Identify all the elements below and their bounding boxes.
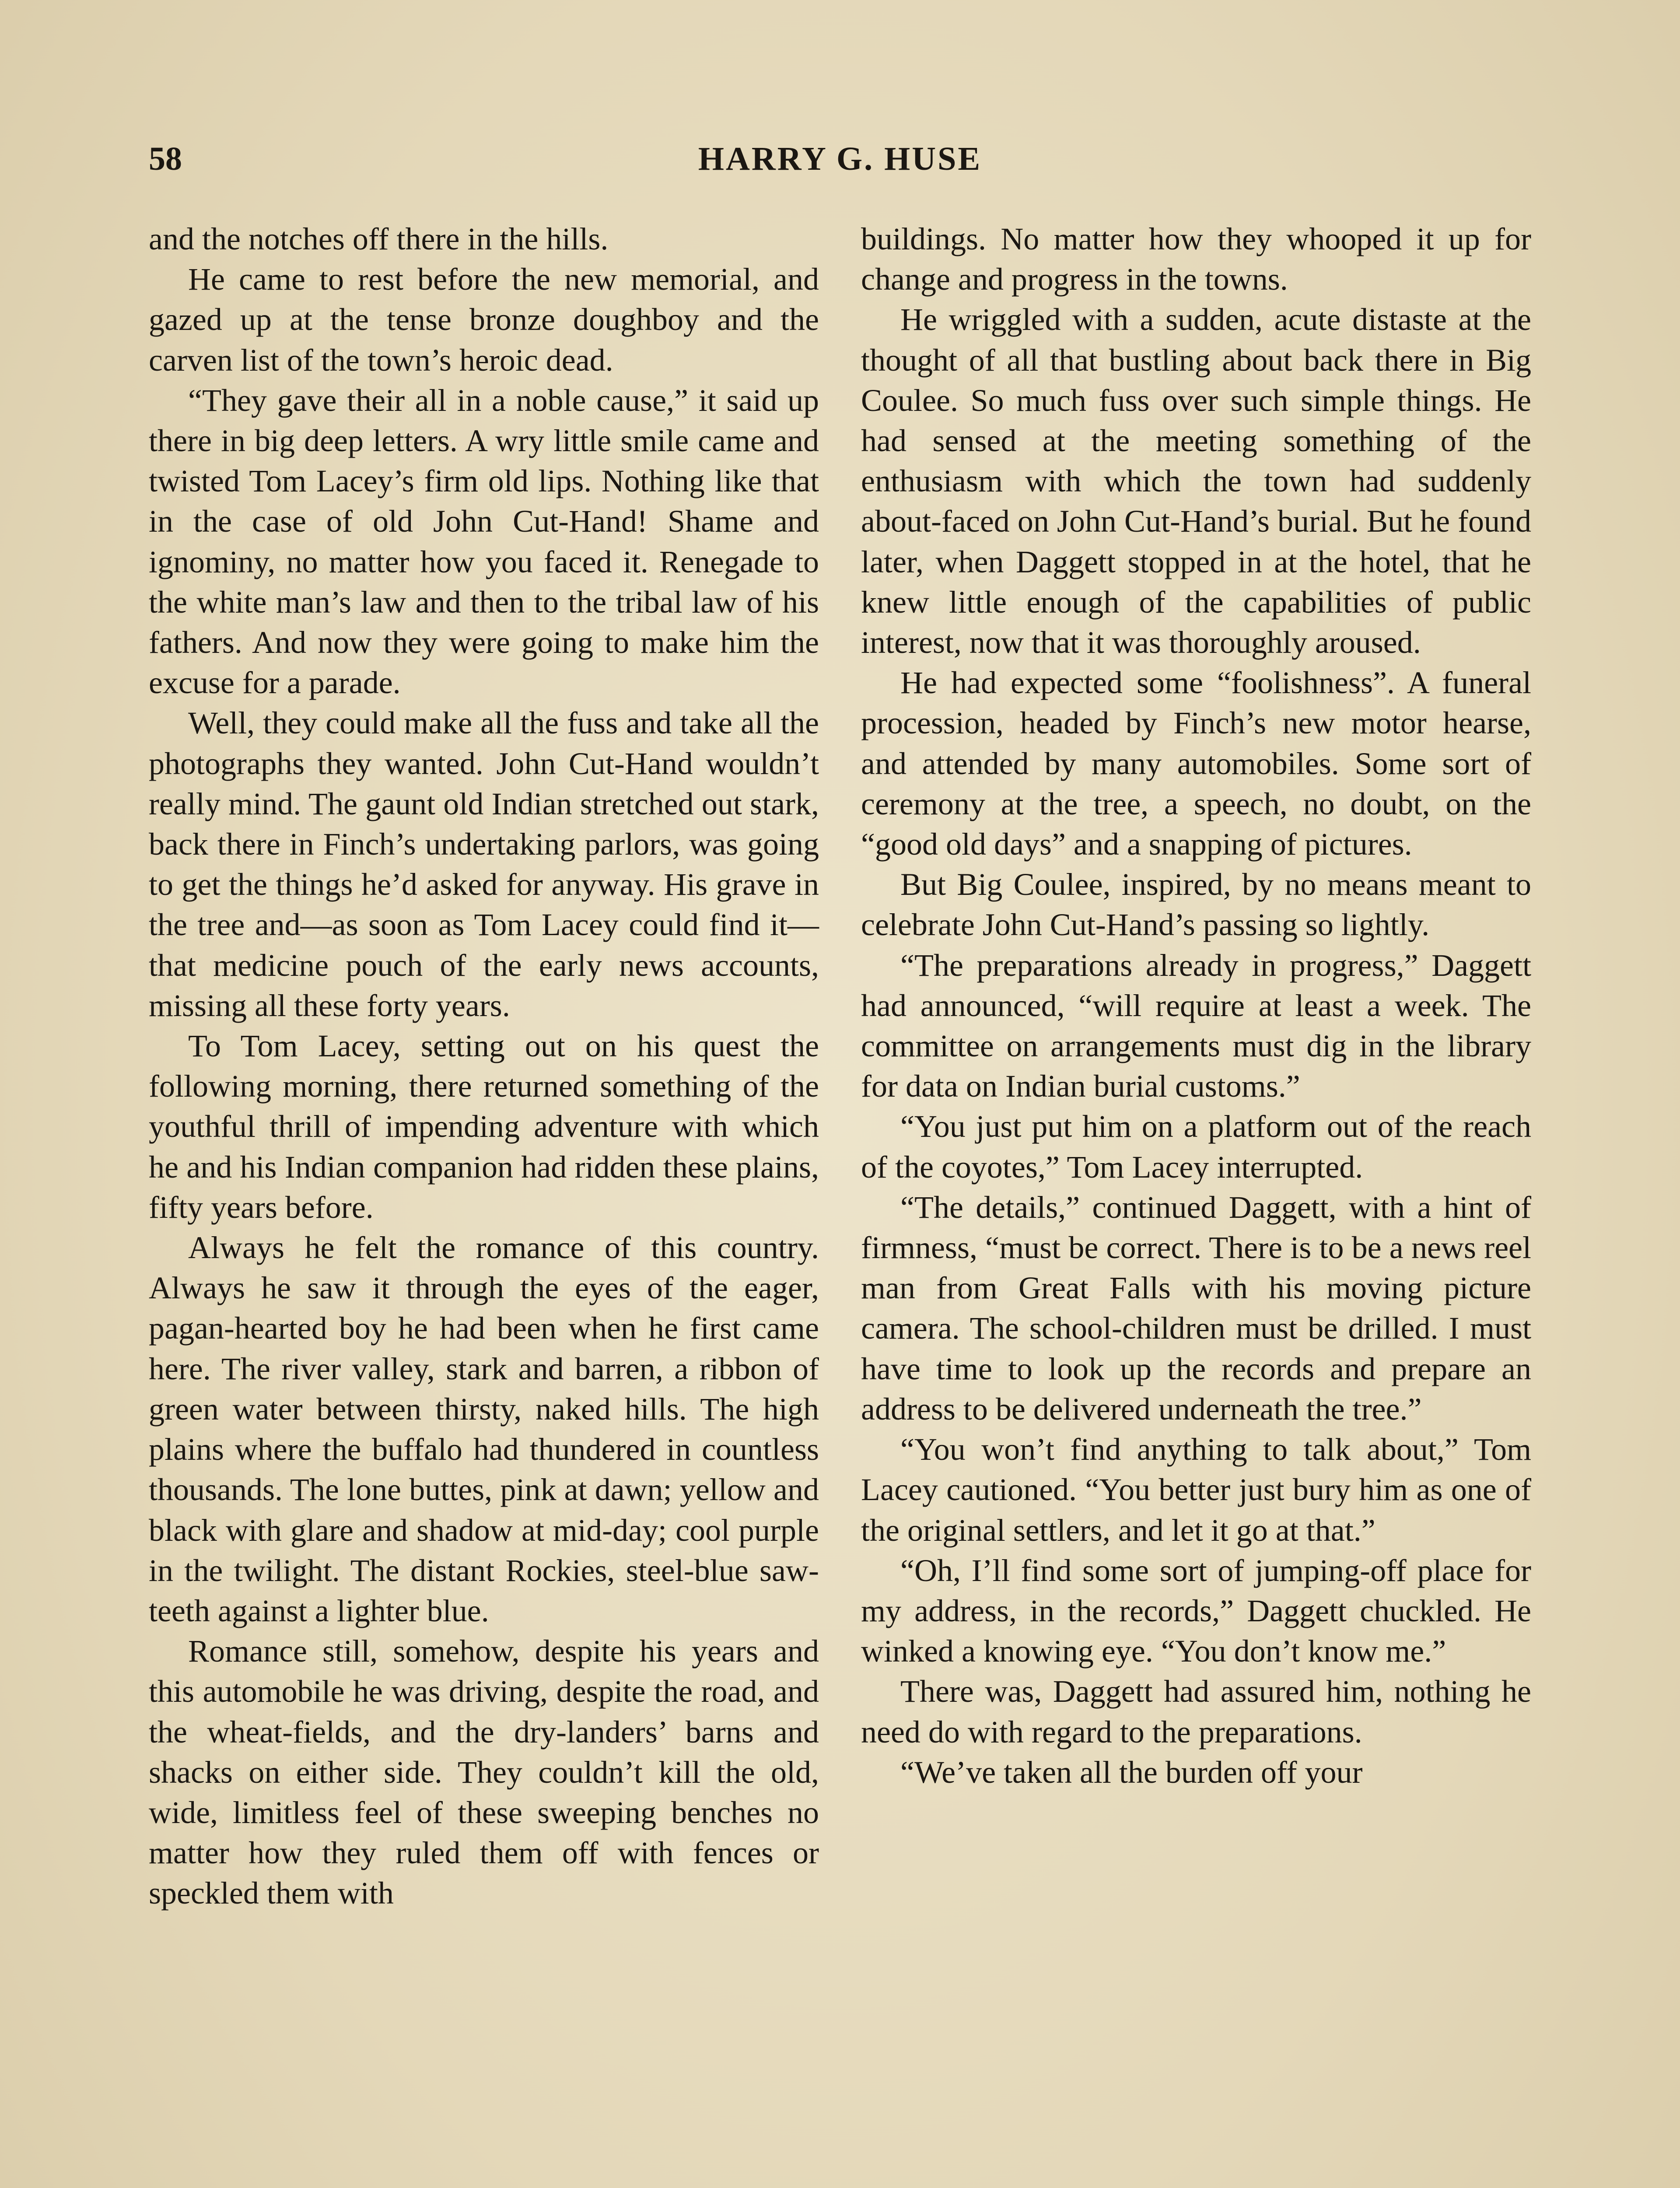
page-number: 58 bbox=[149, 140, 182, 177]
running-head-author: HARRY G. HUSE bbox=[698, 140, 982, 177]
paragraph: “You won’t find anything to talk about,” Tom Lacey cautioned. “You better just bury him as one of the original settlers, and let it go at that.” bbox=[861, 1432, 1531, 1548]
paragraph: “They gave their all in a noble cause,” it said up there in big deep letters. A wry little smile came and twisted Tom Lacey’s firm old lips. Nothing like that in the case of old John Cut-Hand! Shame and ignominy, no matter how you faced it. Renegade to the white man’s law and then to the tribal law of his fathers. And now they were going to make him the excuse for a parade. bbox=[149, 382, 819, 701]
paragraph: “Oh, I’ll find some sort of jumping-off place for my address, in the records,” Daggett chuckled. He winked a knowing eye. “You don’t know me.” bbox=[861, 1553, 1531, 1669]
paragraph: and the notches off there in the hills. bbox=[149, 221, 609, 256]
paragraph: He wriggled with a sudden, acute distaste at the thought of all that bustling about back there in Big Coulee. So much fuss over such simple things. He had sensed at the meeting something of the enthusiasm with which the town had suddenly about-faced on John Cut-Hand’s burial. But he found later, when Daggett stopped in at the hotel, that he knew little enough of the capabilities of public interest, now that it was thoroughly aroused. bbox=[861, 302, 1531, 660]
paragraph: “We’ve taken all the burden off your bbox=[900, 1754, 1363, 1790]
paragraph: “You just put him on a platform out of the reach of the coyotes,” Tom Lacey interrupted. bbox=[861, 1109, 1531, 1185]
page-header bbox=[149, 135, 1531, 183]
paragraph: Well, they could make all the fuss and take all the photographs they wanted. John Cut-Hand wouldn’t really mind. The gaunt old Indian stretched out stark, back there in Finch’s undertaking parlors, was going to get the things he’d asked for anyway. His grave in the tree and—as soon as Tom Lacey could find it—that medicine pouch of the early news accounts, missing all these forty years. bbox=[149, 705, 819, 1023]
paragraph: He came to rest before the new memorial, and gazed up at the tense bronze doughboy and the carven list of the town’s heroic dead. bbox=[149, 262, 819, 378]
paragraph: Always he felt the romance of this country. Always he saw it through the eyes of the eager, pagan-hearted boy he had been when he first came here. The river valley, stark and barren, a ribbon of green water between thirsty, naked hills. The high plains where the buffalo had thundered in countless thousands. The lone buttes, pink at dawn; yellow and black with glare and shadow at mid-day; cool purple in the twilight. The distant Rockies, steel-blue saw-teeth against a lighter blue. bbox=[149, 1230, 819, 1628]
paragraph: “The details,” continued Daggett, with a hint of firmness, “must be correct. There is to be a news reel man from Great Falls with his moving picture camera. The school-children must be drilled. I must have time to look up the records and prepare an address to be delivered underneath the tree.” bbox=[861, 1189, 1531, 1427]
paragraph: He had expected some “foolishness”. A funeral procession, headed by Finch’s new motor hearse, and attended by many automobiles. Some sort of ceremony at the tree, a speech, no doubt, on the “good old days” and a snapping of pictures. bbox=[861, 665, 1531, 862]
paragraph: To Tom Lacey, setting out on his quest the following morning, there returned something of the youthful thrill of impending adventure with which he and his Indian companion had ridden these plains, fifty years before. bbox=[149, 1028, 819, 1225]
paragraph: “The preparations already in progress,” Daggett had announced, “will require at least a week. The committee on arrangements must dig in the library for data on Indian burial customs.” bbox=[861, 947, 1531, 1104]
text-column-left bbox=[149, 219, 819, 1914]
paragraph: Romance still, somehow, despite his years and this automobile he was driving, despite the road, and the wheat-fields, and the dry-landers’ barns and shacks on either side. They couldn’t kill the old, wide, limitless feel of these sweeping benches no matter how they ruled them off with fences or speckled them with bbox=[149, 1634, 819, 1911]
paragraph: But Big Coulee, inspired, by no means meant to celebrate John Cut-Hand’s passing so lightly. bbox=[861, 867, 1531, 943]
paragraph: There was, Daggett had assured him, nothing he need do with regard to the preparations. bbox=[861, 1674, 1531, 1750]
text-column-right bbox=[861, 219, 1531, 1792]
paragraph: buildings. No matter how they whooped it up for change and progress in the towns. bbox=[861, 221, 1531, 297]
